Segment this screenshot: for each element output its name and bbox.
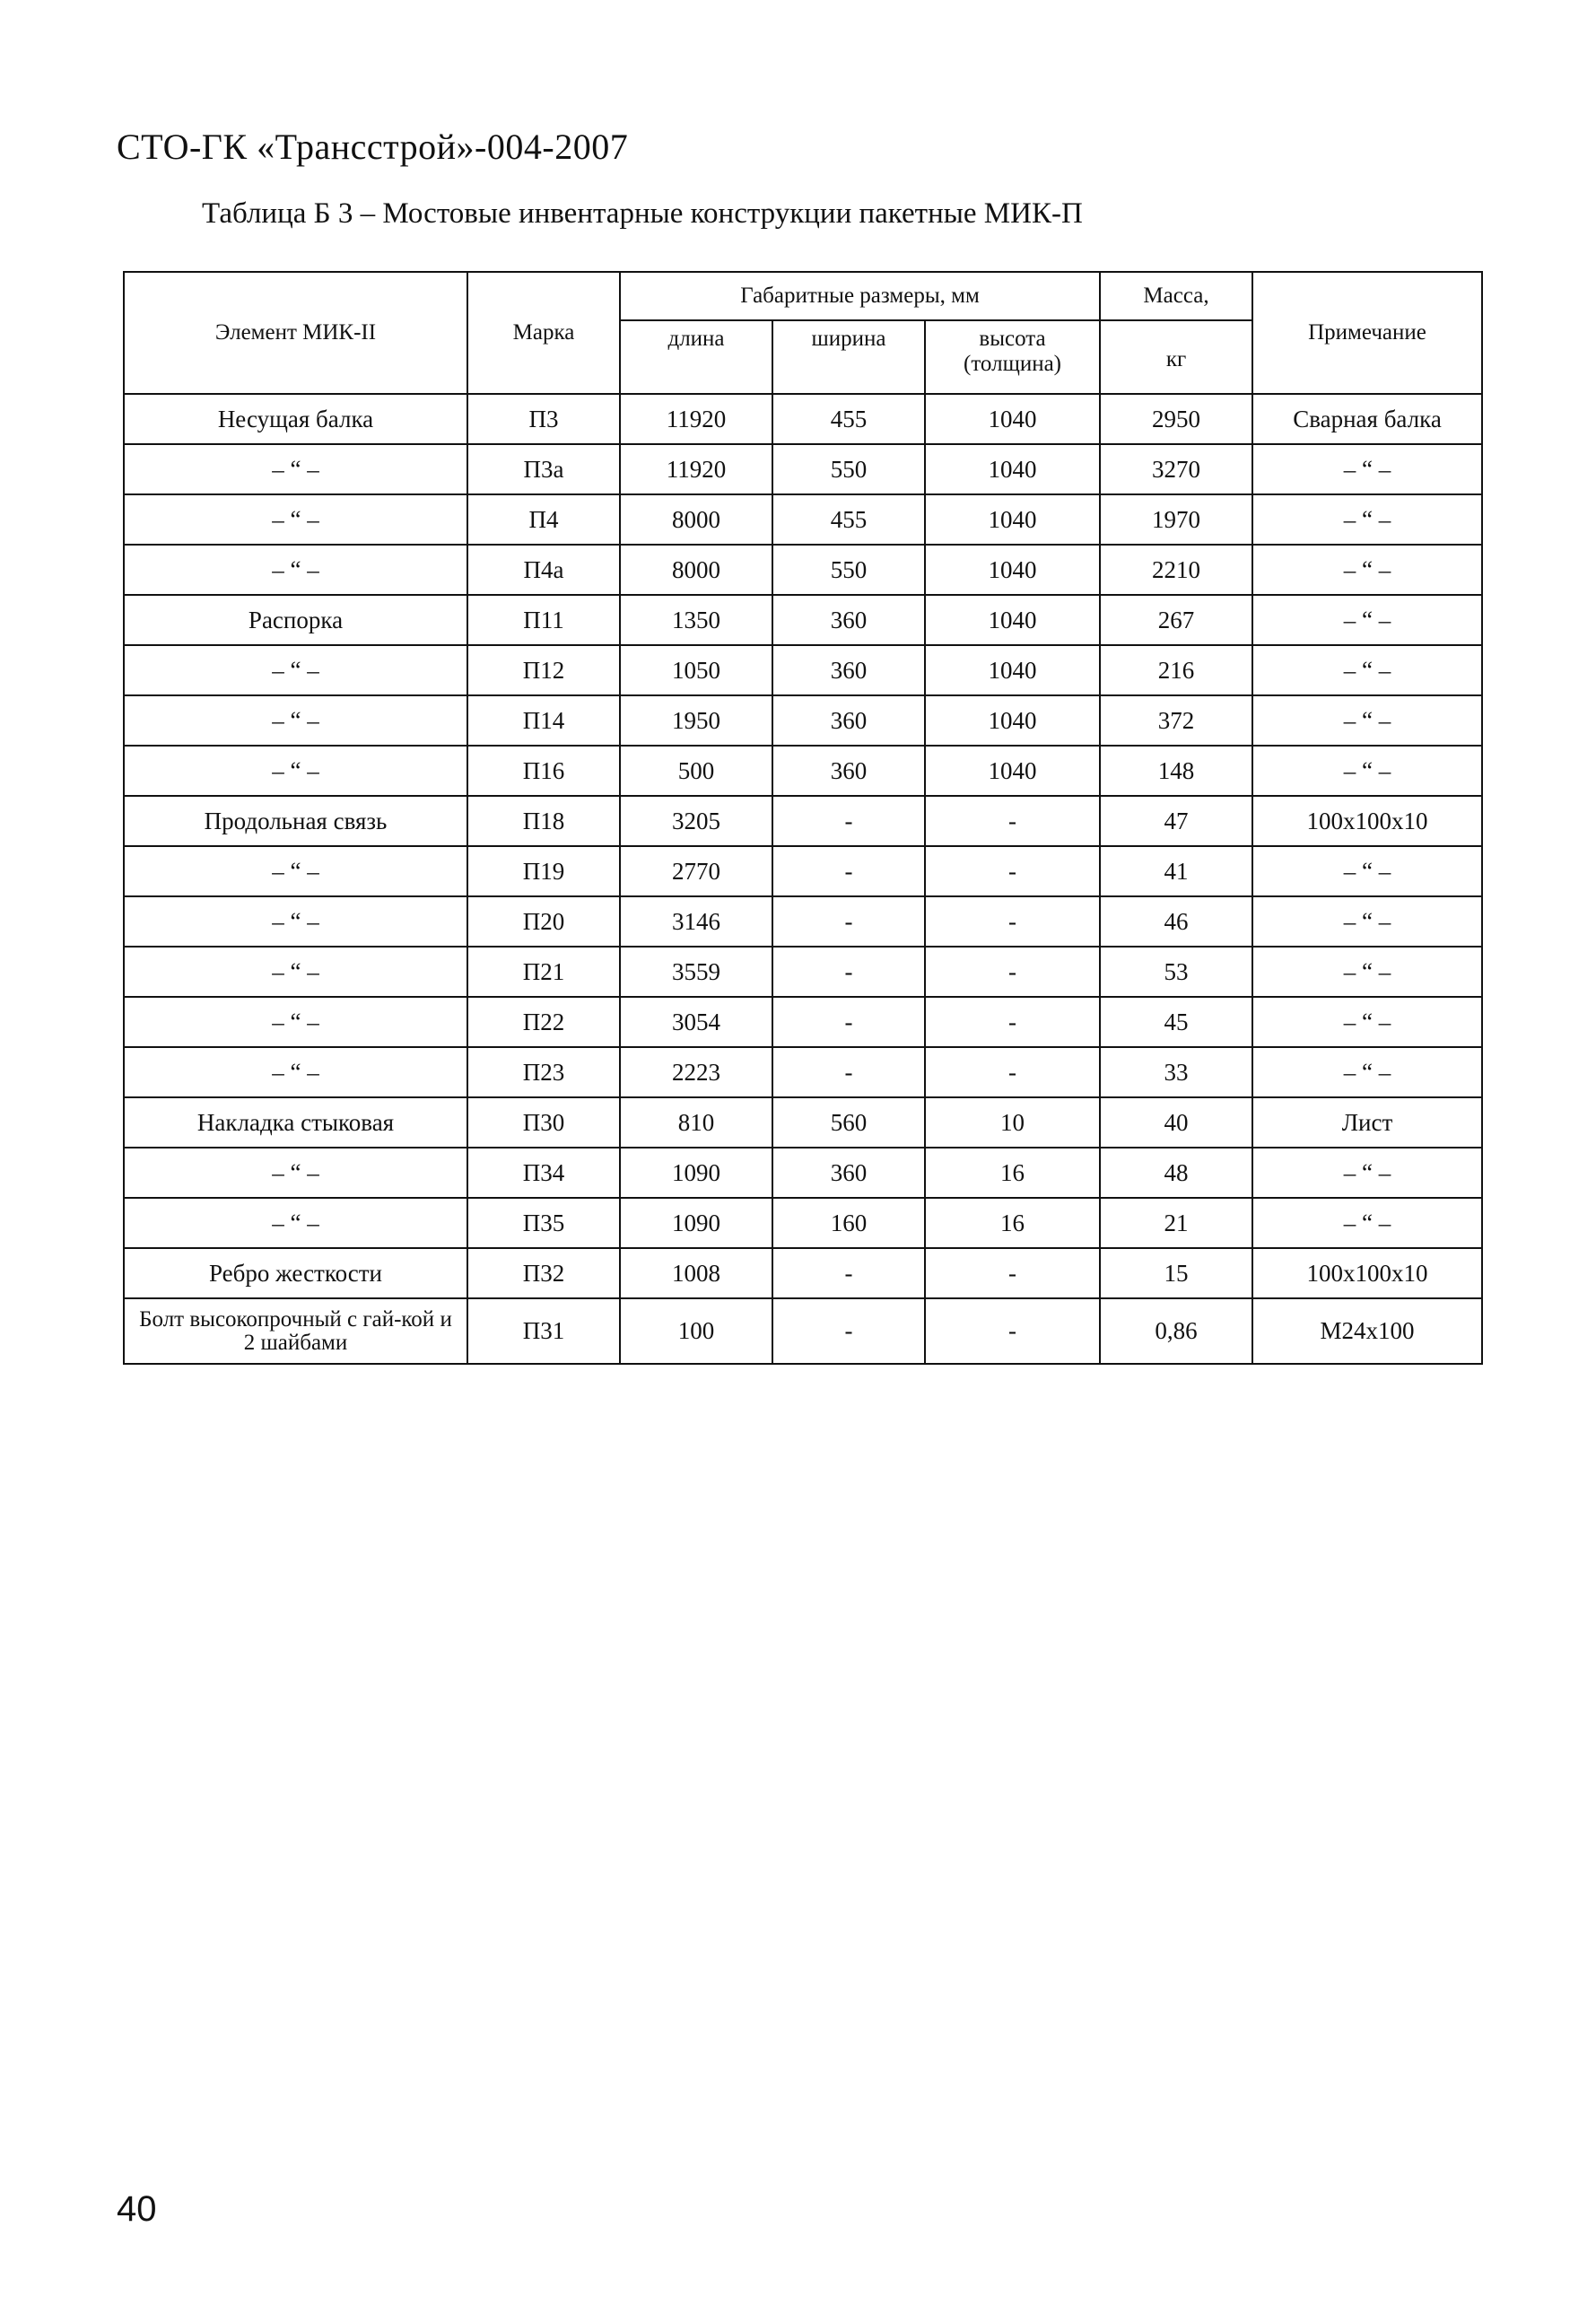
cell-height: - bbox=[925, 1248, 1100, 1298]
cell-height: 1040 bbox=[925, 645, 1100, 695]
cell-element: – “ – bbox=[124, 1148, 467, 1198]
table-row bbox=[124, 695, 1482, 746]
cell-height: 1040 bbox=[925, 746, 1100, 796]
cell-element: – “ – bbox=[124, 645, 467, 695]
table-row bbox=[124, 796, 1482, 846]
table-row bbox=[124, 1248, 1482, 1298]
cell-element: – “ – bbox=[124, 947, 467, 997]
cell-length: 2770 bbox=[620, 846, 772, 896]
cell-width: 360 bbox=[772, 746, 925, 796]
cell-note: – “ – bbox=[1252, 896, 1482, 947]
cell-note: Сварная балка bbox=[1252, 394, 1482, 444]
cell-mass: 46 bbox=[1100, 896, 1252, 947]
cell-mass: 267 bbox=[1100, 595, 1252, 645]
cell-height: - bbox=[925, 796, 1100, 846]
cell-height: 16 bbox=[925, 1148, 1100, 1198]
cell-mark: П23 bbox=[467, 1047, 620, 1097]
cell-length: 3054 bbox=[620, 997, 772, 1047]
cell-length: 1090 bbox=[620, 1198, 772, 1248]
table-row bbox=[124, 1047, 1482, 1097]
cell-mark: П20 bbox=[467, 896, 620, 947]
cell-height: 1040 bbox=[925, 545, 1100, 595]
table-body bbox=[124, 394, 1482, 1364]
table-row bbox=[124, 444, 1482, 494]
cell-mass: 33 bbox=[1100, 1047, 1252, 1097]
table-row bbox=[124, 645, 1482, 695]
cell-length: 2223 bbox=[620, 1047, 772, 1097]
cell-width: 360 bbox=[772, 695, 925, 746]
cell-height: 1040 bbox=[925, 494, 1100, 545]
page-number: 40 bbox=[117, 2189, 157, 2229]
table-caption: Таблица Б 3 – Мостовые инвентарные конструкции пакетные МИК-П bbox=[202, 197, 1083, 230]
cell-element: Ребро жесткости bbox=[124, 1248, 467, 1298]
cell-note: – “ – bbox=[1252, 494, 1482, 545]
cell-element: Болт высокопрочный с гай-кой и 2 шайбами bbox=[124, 1298, 467, 1364]
cell-width: 360 bbox=[772, 1148, 925, 1198]
cell-mass: 0,86 bbox=[1100, 1298, 1252, 1364]
header-length: длина bbox=[620, 320, 772, 394]
cell-width: 550 bbox=[772, 444, 925, 494]
cell-width: 455 bbox=[772, 494, 925, 545]
cell-note: – “ – bbox=[1252, 846, 1482, 896]
cell-length: 1050 bbox=[620, 645, 772, 695]
cell-width: - bbox=[772, 947, 925, 997]
table-row bbox=[124, 545, 1482, 595]
cell-element: – “ – bbox=[124, 846, 467, 896]
cell-note: – “ – bbox=[1252, 695, 1482, 746]
cell-length: 1008 bbox=[620, 1248, 772, 1298]
cell-width: - bbox=[772, 1248, 925, 1298]
cell-mass: 45 bbox=[1100, 997, 1252, 1047]
cell-note: – “ – bbox=[1252, 746, 1482, 796]
cell-mark: П3а bbox=[467, 444, 620, 494]
document-header: СТО-ГК «Трансстрой»-004-2007 bbox=[117, 127, 629, 167]
cell-mark: П3 bbox=[467, 394, 620, 444]
table-row bbox=[124, 1148, 1482, 1198]
cell-height: 10 bbox=[925, 1097, 1100, 1148]
cell-mark: П34 bbox=[467, 1148, 620, 1198]
cell-height: 16 bbox=[925, 1198, 1100, 1248]
cell-height: - bbox=[925, 1298, 1100, 1364]
cell-mass: 1970 bbox=[1100, 494, 1252, 545]
cell-element: – “ – bbox=[124, 896, 467, 947]
cell-mass: 2210 bbox=[1100, 545, 1252, 595]
header-height: высота (толщина) bbox=[925, 320, 1100, 394]
table-row bbox=[124, 846, 1482, 896]
table-row bbox=[124, 394, 1482, 444]
cell-mark: П11 bbox=[467, 595, 620, 645]
cell-length: 810 bbox=[620, 1097, 772, 1148]
cell-height: 1040 bbox=[925, 695, 1100, 746]
cell-mark: П35 bbox=[467, 1198, 620, 1248]
table-row bbox=[124, 595, 1482, 645]
cell-length: 8000 bbox=[620, 494, 772, 545]
cell-height: - bbox=[925, 896, 1100, 947]
cell-note: M24x100 bbox=[1252, 1298, 1482, 1364]
cell-note: 100x100x10 bbox=[1252, 796, 1482, 846]
header-element: Элемент МИК-II bbox=[124, 272, 467, 394]
cell-note: – “ – bbox=[1252, 947, 1482, 997]
cell-element: Накладка стыковая bbox=[124, 1097, 467, 1148]
table-row bbox=[124, 746, 1482, 796]
cell-height: - bbox=[925, 1047, 1100, 1097]
cell-note: – “ – bbox=[1252, 1198, 1482, 1248]
cell-note: – “ – bbox=[1252, 595, 1482, 645]
header-row bbox=[124, 272, 1482, 320]
cell-mass: 15 bbox=[1100, 1248, 1252, 1298]
cell-note: 100x100x10 bbox=[1252, 1248, 1482, 1298]
cell-mass: 3270 bbox=[1100, 444, 1252, 494]
cell-width: - bbox=[772, 1298, 925, 1364]
header-dimensions: Габаритные размеры, мм bbox=[620, 272, 1100, 320]
cell-element: – “ – bbox=[124, 1198, 467, 1248]
cell-mass: 41 bbox=[1100, 846, 1252, 896]
cell-height: 1040 bbox=[925, 444, 1100, 494]
cell-note: – “ – bbox=[1252, 997, 1482, 1047]
cell-element: – “ – bbox=[124, 545, 467, 595]
cell-length: 3146 bbox=[620, 896, 772, 947]
cell-height: 1040 bbox=[925, 595, 1100, 645]
cell-length: 8000 bbox=[620, 545, 772, 595]
table-row bbox=[124, 1097, 1482, 1148]
cell-width: - bbox=[772, 796, 925, 846]
table-row bbox=[124, 1298, 1482, 1364]
cell-width: 560 bbox=[772, 1097, 925, 1148]
cell-length: 100 bbox=[620, 1298, 772, 1364]
cell-length: 3205 bbox=[620, 796, 772, 846]
cell-element: Распорка bbox=[124, 595, 467, 645]
table-row bbox=[124, 1198, 1482, 1248]
header-width: ширина bbox=[772, 320, 925, 394]
cell-mark: П21 bbox=[467, 947, 620, 997]
cell-mark: П22 bbox=[467, 997, 620, 1047]
cell-mass: 53 bbox=[1100, 947, 1252, 997]
cell-length: 11920 bbox=[620, 394, 772, 444]
cell-element: Несущая балка bbox=[124, 394, 467, 444]
cell-mass: 48 bbox=[1100, 1148, 1252, 1198]
cell-element: – “ – bbox=[124, 1047, 467, 1097]
table-row bbox=[124, 494, 1482, 545]
spec-table bbox=[123, 271, 1483, 1365]
table-row bbox=[124, 896, 1482, 947]
cell-mark: П16 bbox=[467, 746, 620, 796]
cell-height: - bbox=[925, 997, 1100, 1047]
cell-note: Лист bbox=[1252, 1097, 1482, 1148]
cell-mark: П4 bbox=[467, 494, 620, 545]
cell-width: - bbox=[772, 846, 925, 896]
cell-element: – “ – bbox=[124, 494, 467, 545]
cell-mark: П18 bbox=[467, 796, 620, 846]
cell-width: - bbox=[772, 896, 925, 947]
header-mass: Масса, bbox=[1100, 272, 1252, 320]
header-mark: Марка bbox=[467, 272, 620, 394]
cell-width: 550 bbox=[772, 545, 925, 595]
cell-note: – “ – bbox=[1252, 645, 1482, 695]
cell-mass: 40 bbox=[1100, 1097, 1252, 1148]
cell-width: - bbox=[772, 997, 925, 1047]
cell-note: – “ – bbox=[1252, 545, 1482, 595]
cell-width: - bbox=[772, 1047, 925, 1097]
table-head bbox=[124, 272, 1482, 394]
cell-width: 160 bbox=[772, 1198, 925, 1248]
cell-mass: 148 bbox=[1100, 746, 1252, 796]
cell-mass: 372 bbox=[1100, 695, 1252, 746]
cell-mark: П12 bbox=[467, 645, 620, 695]
cell-width: 360 bbox=[772, 595, 925, 645]
cell-length: 3559 bbox=[620, 947, 772, 997]
cell-element: – “ – bbox=[124, 997, 467, 1047]
cell-mark: П32 bbox=[467, 1248, 620, 1298]
cell-note: – “ – bbox=[1252, 444, 1482, 494]
cell-mark: П19 bbox=[467, 846, 620, 896]
cell-element: Продольная связь bbox=[124, 796, 467, 846]
cell-mass: 47 bbox=[1100, 796, 1252, 846]
cell-width: 455 bbox=[772, 394, 925, 444]
cell-element: – “ – bbox=[124, 695, 467, 746]
table-row bbox=[124, 947, 1482, 997]
cell-height: - bbox=[925, 947, 1100, 997]
cell-mass: 21 bbox=[1100, 1198, 1252, 1248]
header-note: Примечание bbox=[1252, 272, 1482, 394]
cell-mass: 216 bbox=[1100, 645, 1252, 695]
cell-element: – “ – bbox=[124, 444, 467, 494]
cell-note: – “ – bbox=[1252, 1047, 1482, 1097]
cell-mark: П4а bbox=[467, 545, 620, 595]
cell-height: 1040 bbox=[925, 394, 1100, 444]
cell-width: 360 bbox=[772, 645, 925, 695]
cell-element: – “ – bbox=[124, 746, 467, 796]
cell-mark: П31 bbox=[467, 1298, 620, 1364]
cell-length: 500 bbox=[620, 746, 772, 796]
cell-length: 1350 bbox=[620, 595, 772, 645]
cell-length: 11920 bbox=[620, 444, 772, 494]
cell-mass: 2950 bbox=[1100, 394, 1252, 444]
cell-mark: П14 bbox=[467, 695, 620, 746]
header-mass-unit: кг bbox=[1100, 320, 1252, 394]
cell-length: 1950 bbox=[620, 695, 772, 746]
cell-length: 1090 bbox=[620, 1148, 772, 1198]
cell-height: - bbox=[925, 846, 1100, 896]
table-row bbox=[124, 997, 1482, 1047]
cell-mark: П30 bbox=[467, 1097, 620, 1148]
cell-note: – “ – bbox=[1252, 1148, 1482, 1198]
